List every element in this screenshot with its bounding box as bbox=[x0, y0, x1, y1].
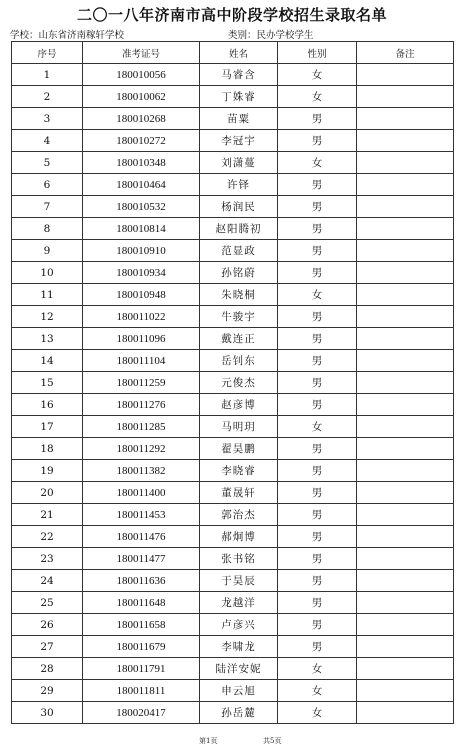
cell-remark bbox=[357, 240, 454, 262]
cell-gender: 男 bbox=[278, 394, 357, 416]
cell-name: 范显政 bbox=[200, 240, 278, 262]
cell-gender: 男 bbox=[278, 438, 357, 460]
cell-remark bbox=[357, 152, 454, 174]
cell-exam-number: 180010062 bbox=[83, 86, 200, 108]
page-footer bbox=[0, 736, 464, 748]
cell-remark bbox=[357, 570, 454, 592]
cell-exam-number: 180011259 bbox=[83, 372, 200, 394]
header-exam-number: 准考证号 bbox=[83, 42, 200, 64]
cell-remark bbox=[357, 284, 454, 306]
cell-exam-number: 180011476 bbox=[83, 526, 200, 548]
cell-index: 20 bbox=[12, 482, 83, 504]
cell-index: 17 bbox=[12, 416, 83, 438]
table-row bbox=[12, 86, 454, 108]
cell-name: 于昊辰 bbox=[200, 570, 278, 592]
cell-name: 卢彦兴 bbox=[200, 614, 278, 636]
cell-gender: 男 bbox=[278, 108, 357, 130]
cell-index: 25 bbox=[12, 592, 83, 614]
cell-gender: 男 bbox=[278, 350, 357, 372]
cell-exam-number: 180011648 bbox=[83, 592, 200, 614]
table-row bbox=[12, 504, 454, 526]
cell-exam-number: 180010464 bbox=[83, 174, 200, 196]
cell-index: 1 bbox=[12, 64, 83, 86]
cell-name: 申云旭 bbox=[200, 680, 278, 702]
admission-table bbox=[11, 41, 454, 724]
cell-gender: 男 bbox=[278, 174, 357, 196]
cell-index: 26 bbox=[12, 614, 83, 636]
cell-gender: 男 bbox=[278, 526, 357, 548]
cell-exam-number: 180011453 bbox=[83, 504, 200, 526]
cell-index: 22 bbox=[12, 526, 83, 548]
cell-index: 21 bbox=[12, 504, 83, 526]
table-row bbox=[12, 328, 454, 350]
cell-name: 杨润民 bbox=[200, 196, 278, 218]
document-meta bbox=[0, 27, 464, 41]
cell-remark bbox=[357, 438, 454, 460]
cell-index: 28 bbox=[12, 658, 83, 680]
cell-index: 29 bbox=[12, 680, 83, 702]
cell-gender: 女 bbox=[278, 702, 357, 724]
cell-remark bbox=[357, 108, 454, 130]
table-row bbox=[12, 460, 454, 482]
cell-remark bbox=[357, 504, 454, 526]
cell-remark bbox=[357, 636, 454, 658]
cell-remark bbox=[357, 196, 454, 218]
cell-name: 张书铭 bbox=[200, 548, 278, 570]
cell-name: 孙铭蔚 bbox=[200, 262, 278, 284]
cell-index: 4 bbox=[12, 130, 83, 152]
cell-exam-number: 180010348 bbox=[83, 152, 200, 174]
cell-gender: 男 bbox=[278, 636, 357, 658]
cell-index: 7 bbox=[12, 196, 83, 218]
table-row bbox=[12, 636, 454, 658]
cell-exam-number: 180011679 bbox=[83, 636, 200, 658]
table-row bbox=[12, 482, 454, 504]
header-gender: 性别 bbox=[278, 42, 357, 64]
cell-remark bbox=[357, 174, 454, 196]
cell-gender: 男 bbox=[278, 460, 357, 482]
cell-remark bbox=[357, 262, 454, 284]
table-row bbox=[12, 570, 454, 592]
cell-gender: 男 bbox=[278, 262, 357, 284]
table-row bbox=[12, 196, 454, 218]
cell-gender: 女 bbox=[278, 284, 357, 306]
table-row bbox=[12, 240, 454, 262]
cell-name: 李冠宇 bbox=[200, 130, 278, 152]
cell-name: 赵彦博 bbox=[200, 394, 278, 416]
cell-index: 18 bbox=[12, 438, 83, 460]
cell-name: 刘潇蔓 bbox=[200, 152, 278, 174]
school-label: 学校：山东省济南稼轩学校 bbox=[10, 30, 125, 41]
cell-name: 朱晓桐 bbox=[200, 284, 278, 306]
cell-index: 19 bbox=[12, 460, 83, 482]
table-row bbox=[12, 658, 454, 680]
cell-name: 陆洋安妮 bbox=[200, 658, 278, 680]
table-row bbox=[12, 218, 454, 240]
cell-exam-number: 180011292 bbox=[83, 438, 200, 460]
cell-exam-number: 180011636 bbox=[83, 570, 200, 592]
document-title: 二〇一八年济南市高中阶段学校招生录取名单 bbox=[76, 6, 387, 24]
table-row bbox=[12, 614, 454, 636]
cell-gender: 男 bbox=[278, 240, 357, 262]
page-total: 共5页 bbox=[263, 737, 282, 745]
cell-gender: 女 bbox=[278, 416, 357, 438]
cell-exam-number: 180011104 bbox=[83, 350, 200, 372]
cell-name: 马睿含 bbox=[200, 64, 278, 86]
table-row bbox=[12, 438, 454, 460]
table-row bbox=[12, 262, 454, 284]
cell-index: 3 bbox=[12, 108, 83, 130]
table-row bbox=[12, 284, 454, 306]
cell-exam-number: 180011096 bbox=[83, 328, 200, 350]
cell-gender: 男 bbox=[278, 482, 357, 504]
cell-remark bbox=[357, 460, 454, 482]
cell-gender: 男 bbox=[278, 548, 357, 570]
cell-gender: 男 bbox=[278, 372, 357, 394]
cell-gender: 男 bbox=[278, 328, 357, 350]
table-row bbox=[12, 174, 454, 196]
cell-name: 赵阳腾初 bbox=[200, 218, 278, 240]
cell-gender: 男 bbox=[278, 504, 357, 526]
cell-index: 9 bbox=[12, 240, 83, 262]
table-row bbox=[12, 350, 454, 372]
cell-gender: 男 bbox=[278, 614, 357, 636]
cell-gender: 男 bbox=[278, 592, 357, 614]
cell-remark bbox=[357, 548, 454, 570]
table-header-row bbox=[12, 42, 454, 64]
cell-exam-number: 180020417 bbox=[83, 702, 200, 724]
cell-remark bbox=[357, 64, 454, 86]
cell-name: 马明玥 bbox=[200, 416, 278, 438]
cell-index: 10 bbox=[12, 262, 83, 284]
cell-remark bbox=[357, 680, 454, 702]
cell-remark bbox=[357, 394, 454, 416]
cell-gender: 女 bbox=[278, 86, 357, 108]
cell-remark bbox=[357, 350, 454, 372]
cell-exam-number: 180010948 bbox=[83, 284, 200, 306]
category-label: 类别：民办学校学生 bbox=[228, 30, 314, 41]
cell-name: 翟昊鹏 bbox=[200, 438, 278, 460]
cell-name: 牛骏宇 bbox=[200, 306, 278, 328]
cell-remark bbox=[357, 702, 454, 724]
cell-name: 戴连正 bbox=[200, 328, 278, 350]
cell-exam-number: 180011811 bbox=[83, 680, 200, 702]
cell-exam-number: 180011658 bbox=[83, 614, 200, 636]
cell-index: 27 bbox=[12, 636, 83, 658]
cell-remark bbox=[357, 372, 454, 394]
cell-exam-number: 180010814 bbox=[83, 218, 200, 240]
table-row bbox=[12, 394, 454, 416]
cell-name: 丁姝睿 bbox=[200, 86, 278, 108]
table-row bbox=[12, 130, 454, 152]
header-index: 序号 bbox=[12, 42, 83, 64]
cell-exam-number: 180011477 bbox=[83, 548, 200, 570]
cell-exam-number: 180010268 bbox=[83, 108, 200, 130]
cell-name: 郝炯博 bbox=[200, 526, 278, 548]
cell-name: 元俊杰 bbox=[200, 372, 278, 394]
cell-exam-number: 180010272 bbox=[83, 130, 200, 152]
table-row bbox=[12, 416, 454, 438]
table-row bbox=[12, 64, 454, 86]
table-row bbox=[12, 548, 454, 570]
table-row bbox=[12, 152, 454, 174]
cell-name: 孙岳麓 bbox=[200, 702, 278, 724]
table-row bbox=[12, 306, 454, 328]
cell-remark bbox=[357, 592, 454, 614]
cell-index: 11 bbox=[12, 284, 83, 306]
table-row bbox=[12, 592, 454, 614]
cell-exam-number: 180010056 bbox=[83, 64, 200, 86]
cell-index: 14 bbox=[12, 350, 83, 372]
cell-exam-number: 180011285 bbox=[83, 416, 200, 438]
cell-name: 岳钊东 bbox=[200, 350, 278, 372]
header-name: 姓名 bbox=[200, 42, 278, 64]
cell-exam-number: 180011022 bbox=[83, 306, 200, 328]
cell-exam-number: 180011276 bbox=[83, 394, 200, 416]
cell-gender: 男 bbox=[278, 306, 357, 328]
table-row bbox=[12, 372, 454, 394]
table-row bbox=[12, 108, 454, 130]
cell-index: 24 bbox=[12, 570, 83, 592]
page-number: 第1页 bbox=[199, 737, 218, 745]
cell-gender: 男 bbox=[278, 130, 357, 152]
cell-remark bbox=[357, 416, 454, 438]
cell-exam-number: 180010910 bbox=[83, 240, 200, 262]
cell-gender: 女 bbox=[278, 658, 357, 680]
cell-remark bbox=[357, 306, 454, 328]
cell-remark bbox=[357, 482, 454, 504]
cell-exam-number: 180010532 bbox=[83, 196, 200, 218]
cell-index: 30 bbox=[12, 702, 83, 724]
cell-remark bbox=[357, 658, 454, 680]
cell-name: 董晟轩 bbox=[200, 482, 278, 504]
cell-gender: 男 bbox=[278, 218, 357, 240]
cell-index: 5 bbox=[12, 152, 83, 174]
cell-index: 16 bbox=[12, 394, 83, 416]
cell-remark bbox=[357, 328, 454, 350]
cell-name: 李啸龙 bbox=[200, 636, 278, 658]
cell-index: 12 bbox=[12, 306, 83, 328]
cell-exam-number: 180011382 bbox=[83, 460, 200, 482]
header-remark: 备注 bbox=[357, 42, 454, 64]
cell-name: 许铎 bbox=[200, 174, 278, 196]
cell-gender: 女 bbox=[278, 64, 357, 86]
cell-index: 23 bbox=[12, 548, 83, 570]
cell-index: 8 bbox=[12, 218, 83, 240]
cell-remark bbox=[357, 526, 454, 548]
cell-remark bbox=[357, 218, 454, 240]
cell-name: 李晓睿 bbox=[200, 460, 278, 482]
cell-gender: 男 bbox=[278, 570, 357, 592]
cell-name: 郭治杰 bbox=[200, 504, 278, 526]
cell-exam-number: 180010934 bbox=[83, 262, 200, 284]
cell-gender: 女 bbox=[278, 680, 357, 702]
cell-index: 13 bbox=[12, 328, 83, 350]
cell-index: 15 bbox=[12, 372, 83, 394]
cell-remark bbox=[357, 614, 454, 636]
cell-index: 2 bbox=[12, 86, 83, 108]
cell-remark bbox=[357, 86, 454, 108]
cell-remark bbox=[357, 130, 454, 152]
table-body bbox=[12, 64, 454, 724]
table-row bbox=[12, 680, 454, 702]
table-row bbox=[12, 526, 454, 548]
cell-gender: 男 bbox=[278, 196, 357, 218]
cell-index: 6 bbox=[12, 174, 83, 196]
cell-name: 苗粟 bbox=[200, 108, 278, 130]
cell-exam-number: 180011400 bbox=[83, 482, 200, 504]
table-row bbox=[12, 702, 454, 724]
cell-gender: 女 bbox=[278, 152, 357, 174]
cell-exam-number: 180011791 bbox=[83, 658, 200, 680]
cell-name: 龙越洋 bbox=[200, 592, 278, 614]
